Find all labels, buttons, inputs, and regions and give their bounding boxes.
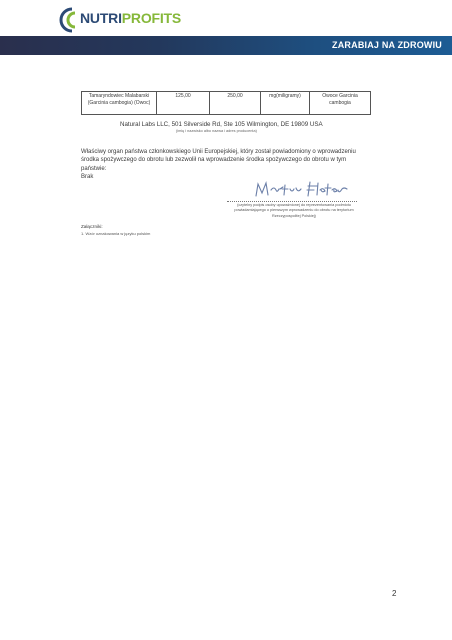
producer-address: Natural Labs LLC, 501 Silverside Rd, Ste 105 Wilmington, DE 19809 USA bbox=[120, 121, 323, 128]
ingredients-table bbox=[81, 91, 371, 115]
nutriprofits-logo bbox=[58, 6, 182, 34]
producer-address-caption: (imię i nazwisko albo nazwa i adres producenta) bbox=[176, 129, 257, 133]
authority-answer: Brak bbox=[81, 174, 94, 180]
attachment-item: 1. Wzór oznakowania w języku polskim bbox=[81, 231, 151, 236]
signature-line bbox=[227, 201, 357, 202]
table-cell-name: Tamaryndowiec Malabarski (Garcinia cambogia) (Owoc) bbox=[82, 92, 157, 115]
handwritten-signature bbox=[252, 178, 352, 200]
page-number: 2 bbox=[392, 589, 397, 598]
banner-slogan: ZARABIAJ NA ZDROWIU bbox=[332, 40, 442, 50]
logo-text-nutri: NUTRI bbox=[80, 10, 122, 26]
attachments-title: Załączniki: bbox=[81, 224, 103, 229]
authority-paragraph: Właściwy organ państwa członkowskiego Unii Europejskiej, który został powiadomiony o wprowadzeniu środka spożywczego do obrotu lub zezwolił na wprowadzenie środka spożywczego do obrotu w tym państwie: bbox=[81, 149, 356, 172]
table-cell-unit: mg(miligramy) bbox=[261, 92, 310, 115]
logo-text bbox=[80, 10, 181, 26]
table-row bbox=[82, 92, 371, 115]
logo-arcs-icon bbox=[58, 6, 82, 34]
table-cell-part: Owoce Garcinia cambogia bbox=[310, 92, 371, 115]
logo-text-profits: PROFITS bbox=[121, 10, 182, 26]
table-cell-amount1: 125,00 bbox=[157, 92, 210, 115]
table-cell-amount2: 250,00 bbox=[210, 92, 261, 115]
header-banner bbox=[0, 36, 452, 55]
signature-caption: (czytelny podpis osoby upoważnionej do reprezentowania podmiotu powiadamiającego o pierwszym wprowadzeniu do obrotu na terytorium Rzeczypospolitej Polskiej) bbox=[234, 203, 354, 218]
